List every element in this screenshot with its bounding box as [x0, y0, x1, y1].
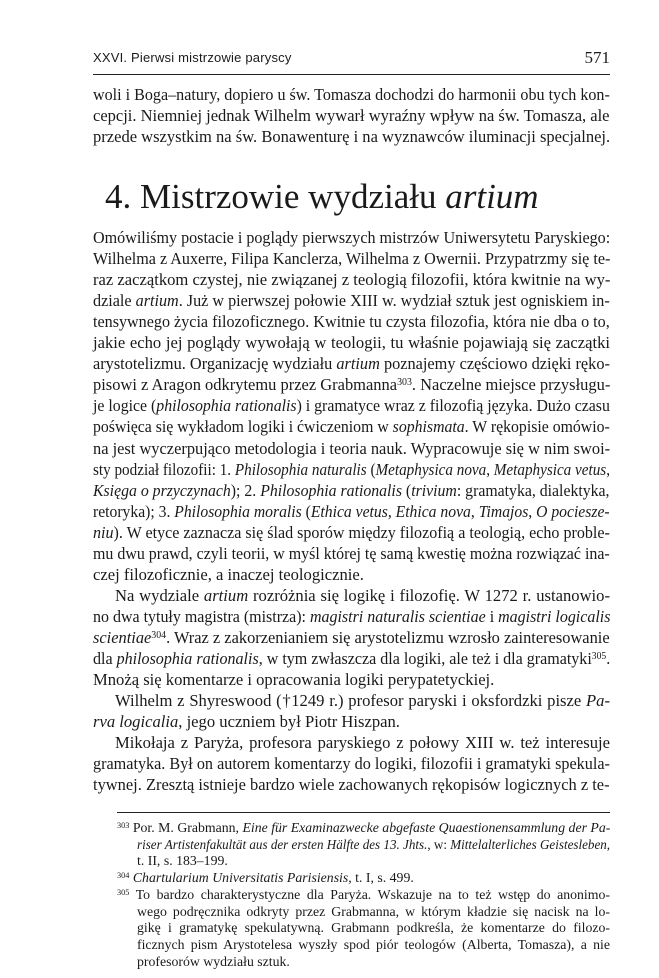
- text-segment: magistri naturalis scientiae: [309, 606, 486, 626]
- text-segment: (: [401, 480, 412, 500]
- body-line: [93, 269, 610, 290]
- text-segment: . Już w pierwszej połowie XIII w. wydział sztuk jest ogniskiem in-: [178, 291, 610, 311]
- text-segment: tensywnego życia filozoficznego. Kwitnie tu czysta filozofia, która nie dba o to,: [93, 312, 610, 332]
- text-segment: arystotelizmu. Organizację wydziału: [93, 354, 337, 374]
- text-segment: , jego uczniem był Piotr Hiszpan.: [178, 712, 400, 732]
- footnote-ref: 304: [117, 870, 130, 880]
- text-segment: magistri logicalis: [498, 606, 611, 626]
- text-segment: Księga o przyczynach: [93, 480, 231, 500]
- text-segment: O pociesze-: [536, 501, 610, 521]
- text-segment: , w tym zwłaszcza dla logiki, ale też i dla gramatyki: [258, 649, 592, 668]
- text-segment: profesorów wydziału sztuk.: [137, 953, 290, 969]
- text-segment: : gramatyka, dialektyka,: [456, 480, 610, 500]
- body-line: [115, 690, 610, 711]
- text-segment: gikę i gramatykę spekulatywną. Grabmann podkreśla, że komentarze do filozo-: [137, 920, 610, 936]
- text-segment: Por. M. Grabmann,: [129, 820, 243, 835]
- text-segment: Pa-: [586, 691, 610, 711]
- body-line: [93, 227, 610, 248]
- text-segment: Mikołaja z Paryża, profesora paryskiego z połowy XIII w. też interesuje: [115, 733, 610, 753]
- text-segment: ,: [387, 501, 396, 521]
- page-number: 571: [584, 48, 610, 67]
- body-line: [93, 416, 610, 437]
- body-line: [93, 84, 610, 105]
- text-segment: cepcji. Niemniej jednak Wilhelm wywarł wyraźny wpływ na św. Tomasza, ale: [93, 106, 610, 125]
- body-line: [93, 564, 610, 585]
- text-segment: (: [366, 459, 376, 479]
- text-segment: Mnożą się komentarze i opracowania logiki perypatetyckiej.: [93, 670, 495, 690]
- footnote-line: [137, 837, 610, 854]
- text-segment: ,: [606, 459, 610, 479]
- text-segment: ) i gramatyce wraz z filozofią języka. Dużo czasu: [296, 396, 610, 416]
- text-segment: tywnej. Zresztą istnieje bardzo wiele zachowanych rękopisów logicznych z te-: [93, 775, 610, 795]
- text-segment: czej filozoficznie, a inaczej teologicznie.: [93, 564, 364, 584]
- body-line: [93, 105, 610, 126]
- text-segment: . W rękopisie omówio-: [464, 417, 610, 437]
- footnote-divider: [117, 812, 610, 813]
- section-heading-italic: artium: [445, 177, 539, 216]
- body-line: [93, 248, 610, 269]
- text-segment: wego podręcznika odkryty przez Grabmanna, w którym kładzie się nacisk na lo-: [137, 903, 610, 919]
- text-segment: gramatyka. Był on autorem komentarzy do logiki, filozofii i gramatyki spekula-: [93, 754, 610, 774]
- text-segment: . Naczelne miejsce przysługu-: [411, 375, 611, 395]
- text-segment: dziale: [93, 291, 136, 311]
- text-segment: ,: [470, 501, 479, 521]
- text-segment: na jest wyczerpująco metodologia i teoria nauk. Wypracowuje się w nim swoi-: [93, 438, 611, 458]
- text-segment: Na wydziale: [115, 585, 204, 605]
- body-line: [93, 438, 610, 459]
- body-line: [93, 753, 610, 774]
- text-segment: . Wraz z zakorzenianiem się arystotelizmu wzrosło zainteresowanie: [166, 627, 610, 647]
- text-segment: ,: [528, 501, 537, 521]
- text-segment: niu: [93, 522, 114, 542]
- text-segment: Ethica vetus: [310, 501, 388, 521]
- body-line: [115, 585, 610, 606]
- text-segment: Metaphysica nova: [375, 459, 487, 479]
- text-segment: sty podział filozofii: 1.: [93, 459, 235, 479]
- running-title: XXVI. Pierwsi mistrzowie paryscy: [93, 50, 292, 65]
- body-line: [93, 374, 610, 395]
- footnote-line: [137, 904, 610, 921]
- text-segment: retoryka); 3.: [93, 501, 175, 521]
- text-segment: Wilhelma z Auxerre, Filipa Kanclerza, Wilhelma z Owernii. Przypatrzmy się te-: [93, 249, 611, 269]
- body-line: [93, 522, 610, 543]
- body-line: [93, 627, 610, 648]
- text-segment: Philosophia rationalis: [260, 480, 402, 500]
- body-line: [93, 459, 610, 480]
- text-segment: , t. I, s. 499.: [348, 870, 414, 886]
- text-segment: Wilhelm z Shyreswood (†1249 r.) profesor paryski i oksfordzki pisze: [115, 691, 587, 711]
- text-segment: , w:: [427, 836, 451, 852]
- text-segment: poświęca się wykładom logiki i ćwiczeniom w: [93, 417, 393, 437]
- text-segment: rva logicalia: [93, 712, 179, 732]
- body-line: [93, 669, 610, 690]
- body-line: [93, 126, 610, 147]
- text-segment: mu dwu prawd, czyli teorii, w myśl której tę samą kwestię można rozwiązać ina-: [93, 543, 610, 563]
- section-heading-text: 4. Mistrzowie wydziału: [105, 177, 446, 216]
- text-segment: t. II, s. 183–199.: [137, 853, 228, 869]
- text-segment: woli i Boga–natury, dopiero u św. Tomasza dochodzi do harmonii obu tych kon-: [93, 85, 610, 104]
- text-segment: Omówiliśmy postacie i poglądy pierwszych mistrzów Uniwersytetu Paryskiego:: [93, 228, 611, 247]
- text-segment: Eine für Examinazwecke abgefaste Quaestionensammlung der Pa-: [242, 820, 611, 835]
- footnote-line: [117, 820, 610, 837]
- body-line: [93, 311, 610, 332]
- footnote-line: [117, 870, 610, 887]
- text-segment: trivium: [411, 480, 457, 500]
- body-line: [93, 332, 610, 353]
- text-segment: artium: [336, 354, 380, 374]
- body-line: [93, 648, 610, 669]
- text-segment: artium: [135, 291, 179, 311]
- text-segment: no dwa tytuły magistra (mistrza):: [93, 606, 310, 626]
- text-segment: Mittelalterliches Geistesleben: [450, 836, 607, 852]
- text-segment: (: [301, 501, 311, 521]
- text-segment: ); 2.: [230, 480, 261, 500]
- text-segment: jakie echo jej poglądy wywołają w teologii, tu właśnie pojawiają się zaczątki: [93, 333, 610, 353]
- body-line: [93, 543, 610, 564]
- text-segment: riser Artistenfakultät aus der ersten Hälfte des 13. Jhts.: [137, 836, 428, 852]
- text-segment: Timajos: [478, 501, 529, 521]
- text-segment: Metaphysica vetus: [493, 459, 607, 479]
- text-segment: przede wszystkim na św. Bonawenturę i na wyznawców iluminacji specjalnej.: [93, 127, 611, 146]
- text-segment: Philosophia moralis: [174, 501, 302, 521]
- footnote-line: [137, 920, 610, 937]
- body-line: [93, 606, 610, 627]
- footnote-ref: 305: [591, 651, 607, 663]
- text-segment: ). W etyce zaznacza się ślad sporów między filozofią a teologią, echo proble-: [113, 522, 610, 542]
- text-segment: je logice (: [93, 396, 157, 416]
- section-heading: [105, 177, 539, 217]
- text-segment: scientiae: [93, 627, 152, 647]
- text-segment: philosophia rationalis: [156, 396, 297, 416]
- text-segment: To bardzo charakterystyczne dla Paryża. Wskazuje na to też wstęp do anonimo-: [129, 886, 610, 902]
- body-line: [93, 353, 610, 374]
- text-segment: raz zaczątkom czystej, nie związanej z teologią filozofii, która kwitnie na wy-: [93, 270, 611, 290]
- body-line: [93, 774, 610, 795]
- text-segment: dla: [93, 649, 117, 668]
- text-segment: pisowi z Aragon odkrytemu przez Grabmanna: [93, 375, 398, 395]
- footnote-line: [137, 853, 610, 870]
- running-header: [93, 48, 610, 75]
- text-segment: rozróżnia się logikę i filozofię. W 1272 r. ustanowio-: [248, 585, 610, 605]
- text-segment: artium: [203, 585, 249, 605]
- body-line: [93, 480, 610, 501]
- text-segment: poznajemy częściowo dzięki ręko-: [379, 354, 610, 374]
- text-segment: .: [606, 649, 611, 668]
- body-line: [93, 395, 610, 416]
- text-segment: philosophia rationalis: [116, 649, 259, 668]
- text-segment: i: [485, 606, 499, 626]
- text-segment: Philosophia naturalis: [234, 459, 367, 479]
- body-line: [115, 732, 610, 753]
- footnote-ref: 303: [117, 820, 130, 830]
- text-segment: ficznych pism Arystotelesa wyszły spod piór teologów (Alberta, Tomasza), a nie: [137, 936, 610, 952]
- text-segment: Ethica nova: [395, 501, 471, 521]
- footnote-line: [137, 954, 610, 971]
- body-line: [93, 290, 610, 311]
- footnote-ref: 305: [117, 887, 130, 897]
- text-segment: ,: [486, 459, 494, 479]
- text-segment: sophismata: [392, 417, 465, 437]
- footnote-line: [137, 937, 610, 954]
- body-line: [93, 501, 610, 522]
- body-line: [93, 711, 610, 732]
- footnote-ref: 304: [151, 629, 167, 641]
- text-segment: Chartularium Universitatis Parisiensis: [132, 870, 349, 886]
- footnote-line: [117, 887, 610, 904]
- footnote-ref: 303: [397, 377, 412, 389]
- text-segment: ,: [606, 836, 611, 852]
